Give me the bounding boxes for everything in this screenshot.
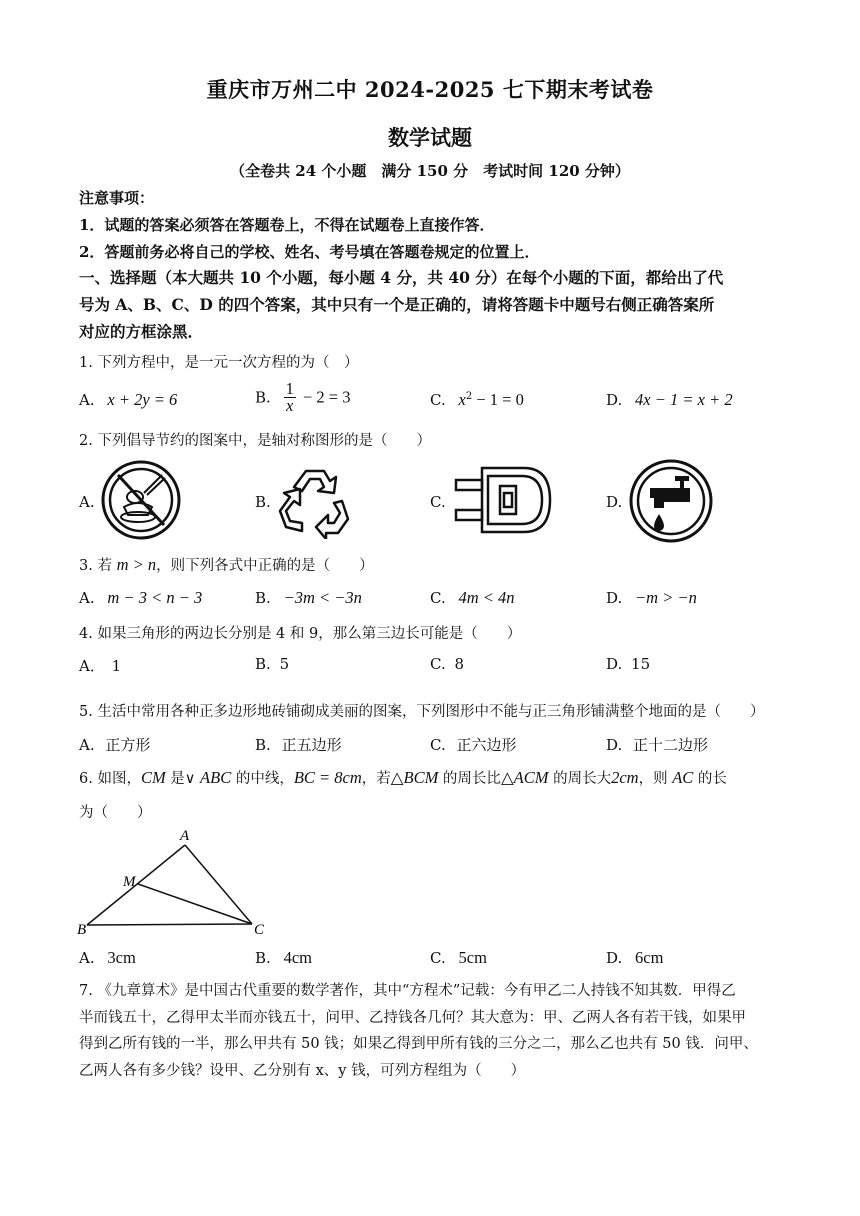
question-2-stem: 2. 下列倡导节约的图案中，是轴对称图形的是（ ） bbox=[79, 433, 431, 449]
q3-option-b-math: −3m < −3n bbox=[283, 588, 362, 607]
q6-math: △ACM bbox=[500, 768, 549, 787]
fraction-denominator: x bbox=[286, 396, 294, 415]
q6-text: 的周长大 bbox=[548, 771, 612, 787]
q6-option-c-value: 5cm bbox=[458, 948, 487, 967]
q7-line-3: 得到乙所有钱的一半，那么甲共有 50 钱；如果乙得到甲所有钱的三分之二，那么乙也共有 50 钱．问甲、 bbox=[79, 1036, 758, 1052]
q4-option-b-value: 5 bbox=[279, 655, 290, 673]
option-label: D. bbox=[606, 736, 623, 754]
q1-option-b-fraction bbox=[284, 381, 296, 414]
option-label: C. bbox=[430, 736, 446, 754]
section-heading bbox=[79, 264, 785, 345]
question-1-stem: 1. 下列方程中，是一元一次方程的为（ ） bbox=[79, 355, 359, 371]
section-line-2: 号为 A、B、C、D 的四个答案，其中只有一个是正确的，请将答题卡中题号右侧正确答案所 bbox=[79, 295, 715, 314]
q6-text: ，则 bbox=[638, 771, 673, 787]
section-line-1: 一、选择题（本大题共 10 个小题，每小题 4 分，共 40 分）在每个小题的下面，都给出了代 bbox=[79, 268, 724, 287]
q5-option-c-value: 正六边形 bbox=[456, 736, 517, 754]
exam-subtitle: 数学试题 bbox=[388, 125, 472, 150]
q4-option-b bbox=[255, 655, 289, 673]
question-6-line-2: 为（ ） bbox=[79, 805, 152, 821]
q1-option-d bbox=[606, 390, 733, 410]
saving-food-icon bbox=[100, 459, 182, 541]
option-label: D. bbox=[606, 589, 623, 607]
q6-option-b bbox=[255, 948, 312, 968]
question-5-stem: 5. 生活中常用各种正多边形地砖铺砌成美丽的图案，下列图形中不能与正三角形铺满整个地面的是（ ） bbox=[79, 704, 765, 720]
q5-option-a-value: 正方形 bbox=[105, 736, 151, 754]
vertex-label-b: B bbox=[77, 922, 87, 938]
q7-line-2: 半而钱五十，乙得甲太半而亦钱五十，问甲、乙持钱各几何？其大意为：甲、乙两人各有若干钱，如果甲 bbox=[79, 1009, 746, 1026]
section-line-3: 对应的方框涂黑． bbox=[79, 322, 204, 341]
q6-option-d-value: 6cm bbox=[635, 948, 664, 967]
q3-stem-post: ，则下列各式中正确的是（ ） bbox=[156, 558, 374, 574]
q5-option-d bbox=[606, 734, 708, 755]
q6-text: 的周长比 bbox=[438, 771, 501, 787]
q6-option-a-value: 3cm bbox=[107, 948, 136, 967]
q3-option-a bbox=[79, 588, 202, 608]
q2-option-c-label: C. bbox=[430, 493, 446, 511]
option-label: B. bbox=[255, 589, 271, 607]
q6-text: 6. 如图， bbox=[79, 771, 141, 787]
q3-stem-math: m > n bbox=[116, 555, 157, 574]
q3-option-d-math: −m > −n bbox=[635, 588, 697, 607]
question-4-stem: 4. 如果三角形的两边长分别是 4 和 9，那么第三边长可能是（ ） bbox=[79, 626, 522, 642]
q6-text: ，若 bbox=[361, 771, 391, 787]
triangle-figure bbox=[74, 826, 274, 938]
q1-option-a-math: x + 2y = 6 bbox=[107, 390, 178, 409]
q5-option-b-value: 正五边形 bbox=[281, 736, 342, 754]
q1-option-c-base: x bbox=[458, 390, 466, 409]
q1-option-d-math: 4x − 1 = x + 2 bbox=[635, 390, 733, 409]
q7-line-4: 乙两人各有多少钱？设甲、乙分别有 x、y 钱，可列方程组为（ ） bbox=[79, 1062, 526, 1079]
note-item-1: 1．试题的答案必须答在答题卷上，不得在试题卷上直接作答． bbox=[79, 216, 495, 234]
q3-option-d bbox=[606, 588, 697, 608]
q4-option-a-value: 1 bbox=[111, 657, 122, 675]
q6-math: BC = 8cm bbox=[293, 768, 362, 787]
q5-option-b bbox=[255, 734, 342, 755]
question-7-stem bbox=[79, 978, 785, 1084]
option-label: A. bbox=[79, 589, 95, 607]
option-label: D. bbox=[606, 655, 623, 673]
q6-option-d bbox=[606, 948, 663, 968]
q3-stem-pre: 3. 若 bbox=[79, 558, 117, 574]
vertex-label-m: M bbox=[123, 874, 136, 890]
q4-option-d-value: 15 bbox=[631, 655, 651, 673]
option-label: C. bbox=[430, 589, 446, 607]
q1-option-c-exponent: 2 bbox=[465, 391, 473, 402]
question-3-stem bbox=[79, 554, 374, 575]
option-label: C. bbox=[430, 655, 446, 673]
option-label: B. bbox=[255, 388, 271, 407]
option-label: C. bbox=[430, 391, 446, 409]
q3-option-a-math: m − 3 < n − 3 bbox=[107, 588, 203, 607]
q4-option-c bbox=[430, 655, 464, 673]
option-label: A． bbox=[79, 657, 105, 675]
fraction-numerator: 1 bbox=[285, 379, 294, 398]
water-tap-icon bbox=[628, 458, 714, 544]
q4-option-a bbox=[79, 655, 121, 676]
q6-text: 的长 bbox=[693, 771, 727, 787]
q1-option-c-rest: − 1 = 0 bbox=[472, 390, 524, 409]
q6-text: 是∨ bbox=[165, 771, 201, 787]
option-label: B. bbox=[255, 949, 271, 967]
q1-option-b bbox=[255, 381, 350, 414]
q3-option-c-math: 4m < 4n bbox=[458, 588, 515, 607]
question-6-stem bbox=[79, 767, 789, 788]
q5-option-c bbox=[430, 734, 517, 755]
option-label: A. bbox=[79, 391, 95, 409]
q4-option-c-value: 8 bbox=[454, 655, 465, 673]
q3-option-c bbox=[430, 588, 515, 608]
q5-option-d-value: 正十二边形 bbox=[633, 736, 709, 754]
q2-option-a-label: A. bbox=[79, 493, 95, 511]
q6-option-c bbox=[430, 948, 487, 968]
option-label: A. bbox=[79, 949, 95, 967]
option-label: C. bbox=[430, 949, 446, 967]
vertex-label-c: C bbox=[254, 922, 265, 938]
q6-math: CM bbox=[140, 768, 166, 787]
notes-heading: 注意事项： bbox=[79, 189, 155, 207]
exam-info: （全卷共 24 个小题 满分 150 分 考试时间 120 分钟） bbox=[230, 162, 630, 180]
q1-option-c bbox=[430, 390, 524, 410]
q6-text: 的中线， bbox=[231, 771, 294, 787]
option-label: B. bbox=[255, 655, 271, 673]
option-label: D. bbox=[606, 949, 623, 967]
option-label: D. bbox=[606, 391, 623, 409]
q1-option-a bbox=[79, 390, 177, 410]
vertex-label-a: A bbox=[180, 828, 190, 844]
q5-option-a bbox=[79, 734, 150, 755]
power-plug-icon bbox=[452, 464, 554, 536]
q6-math: △BCM bbox=[390, 768, 439, 787]
option-label: A. bbox=[79, 736, 95, 754]
q6-option-b-value: 4cm bbox=[283, 948, 312, 967]
side-ab bbox=[87, 845, 185, 925]
q1-option-b-rest: − 2 = 3 bbox=[298, 387, 351, 407]
note-item-2: 2．答题前务必将自己的学校、姓名、考号填在答题卷规定的位置上． bbox=[79, 243, 540, 261]
q2-option-b-label: B. bbox=[255, 493, 271, 511]
q6-option-a bbox=[79, 948, 136, 968]
q4-option-d bbox=[606, 655, 650, 673]
side-bc bbox=[87, 924, 252, 925]
q2-option-d-label: D. bbox=[606, 493, 623, 511]
recycle-arrows-icon bbox=[272, 465, 352, 539]
exam-title: 重庆市万州二中 2024-2025 七下期末考试卷 bbox=[206, 77, 654, 102]
q6-math: ABC bbox=[200, 768, 232, 787]
q6-math: 2cm bbox=[611, 768, 639, 787]
q6-math: AC bbox=[672, 768, 694, 787]
q7-line-1: 7. 《九章算术》是中国古代重要的数学著作，其中“方程术”记载：今有甲乙二人持钱不知其数．甲得乙 bbox=[79, 983, 736, 999]
q3-option-b bbox=[255, 588, 362, 608]
option-label: B. bbox=[255, 736, 271, 754]
